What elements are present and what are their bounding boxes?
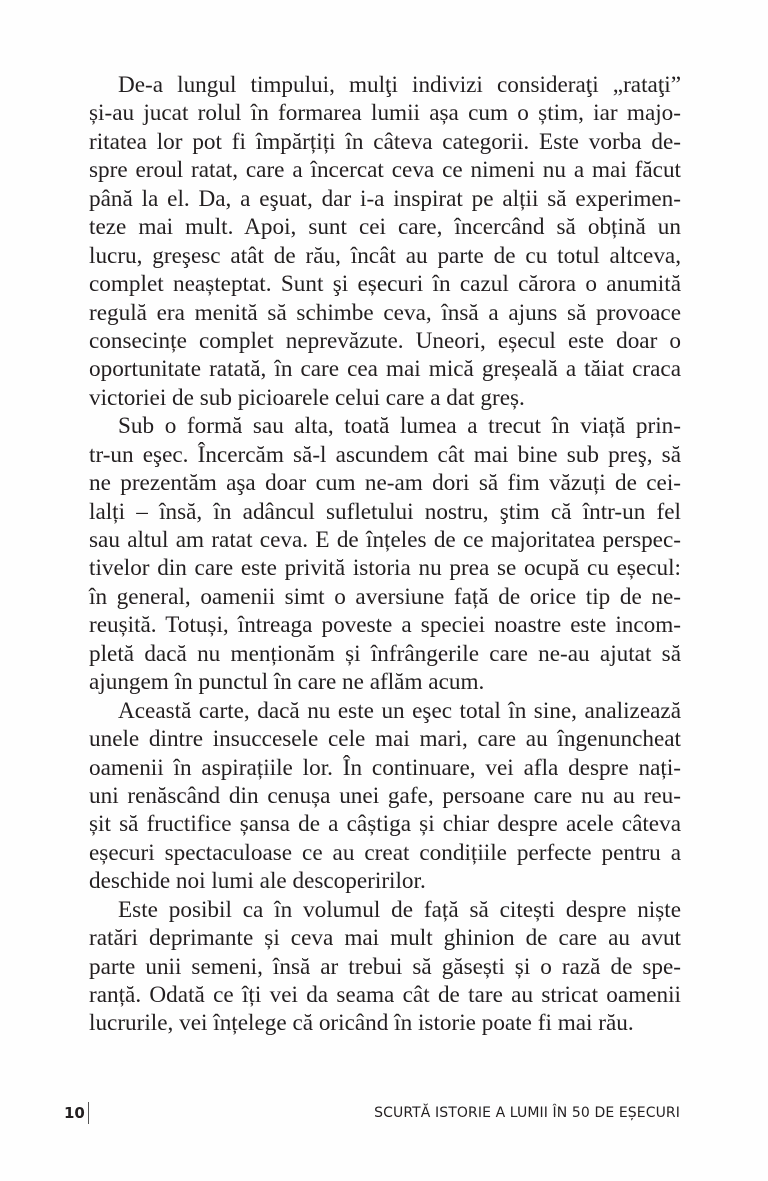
text-line: uni renăscând din cenușa unei gafe, persoane care nu au reu-: [89, 782, 681, 809]
text-line: șit să fructifice șansa de a câștiga și chiar despre acele câteva: [89, 811, 681, 838]
page-footer: [0, 1102, 768, 1126]
text-line: lucrurile, vei înțelege că oricând în istorie poate fi mai rău.: [89, 1010, 634, 1037]
text-line: oamenii în aspirațiile lor. În continuare, vei afla despre nați-: [89, 754, 681, 781]
text-line: teze mai mult. Apoi, sunt cei care, încercând să obțină un: [89, 214, 681, 241]
text-line: Sub o formă sau alta, toată lumea a trecut în viață prin-: [118, 413, 681, 440]
text-line: unele dintre insuccesele cele mai mari, care au îngenuncheat: [89, 726, 681, 753]
text-line: spre eroul ratat, care a încercat ceva ce nimeni nu a mai făcut: [89, 157, 681, 184]
text-line: ritatea lor pot fi împărțiți în câteva categorii. Este vorba de-: [89, 128, 681, 155]
text-line: consecințe complet neprevăzute. Uneori, eșecul este doar o: [89, 327, 681, 354]
text-line: pletă dacă nu menționăm și înfrângerile care ne-au ajutat să: [89, 640, 681, 667]
text-line: tr-un eşec. Încercăm să-l ascundem cât mai bine sub preş, să: [89, 441, 681, 468]
text-line: și-au jucat rolul în formarea lumii așa cum o știm, iar majo-: [89, 100, 681, 127]
text-line: până la el. Da, a eşuat, dar i-a inspirat pe alții să experimen-: [89, 185, 681, 212]
page-number: 10: [64, 1104, 85, 1122]
text-line: deschide noi lumi ale descoperirilor.: [89, 868, 426, 895]
text-line: Este posibil ca în volumul de față să citești despre niște: [118, 896, 681, 923]
text-line: Această carte, dacă nu este un eşec total în sine, analizează: [118, 697, 681, 724]
paragraph: [89, 412, 681, 696]
text-line: lucru, greşesc atât de rău, încât au parte de cu totul altceva,: [89, 242, 681, 269]
text-line: în general, oamenii simt o aversiune față de orice tip de ne-: [89, 583, 681, 610]
text-line: complet neașteptat. Sunt şi eșecuri în cazul cărora o anumită: [89, 271, 681, 298]
running-head: SCURTĂ ISTORIE A LUMII ÎN 50 DE EȘECURI: [374, 1105, 680, 1121]
text-line: tivelor din care este privită istoria nu prea se ocupă cu eșecul:: [89, 555, 681, 582]
text-line: De-a lungul timpului, mulţi indivizi consideraţi „rataţi”: [118, 72, 681, 98]
text-line: ratări deprimante și ceva mai mult ghinion de care au avut: [89, 925, 681, 952]
text-line: victoriei de sub picioarele celui care a dat greș.: [89, 384, 525, 411]
text-line: eșecuri spectaculoase ce au creat condițiile perfecte pentru a: [89, 839, 681, 866]
text-line: ranță. Odată ce îți vei da seama cât de tare au stricat oamenii: [89, 982, 681, 1008]
text-line: ne prezentăm aşa doar cum ne-am dori să fim văzuți de cei-: [89, 470, 681, 497]
text-line: sau altul am ratat ceva. E de înțeles de ce majoritatea perspec-: [89, 527, 681, 553]
footer-divider: [88, 1102, 89, 1124]
text-line: lalți – însă, în adâncul sufletului nostru, ştim că într-un fel: [89, 498, 681, 525]
text-line: reușită. Totuși, întreaga poveste a speciei noastre este incom-: [89, 612, 681, 639]
body-text: [89, 71, 681, 1038]
paragraph: [89, 896, 681, 1038]
paragraph: [89, 697, 681, 896]
text-line: parte unii semeni, însă ar trebui să găsești și o rază de spe-: [89, 953, 681, 980]
text-line: ajungem în punctul în care ne aflăm acum.: [89, 669, 485, 696]
paragraph: [89, 71, 681, 412]
text-line: oportunitate ratată, în care cea mai mică greșeală a tăiat craca: [89, 356, 681, 383]
text-line: regulă era menită să schimbe ceva, însă a ajuns să provoace: [89, 299, 681, 326]
